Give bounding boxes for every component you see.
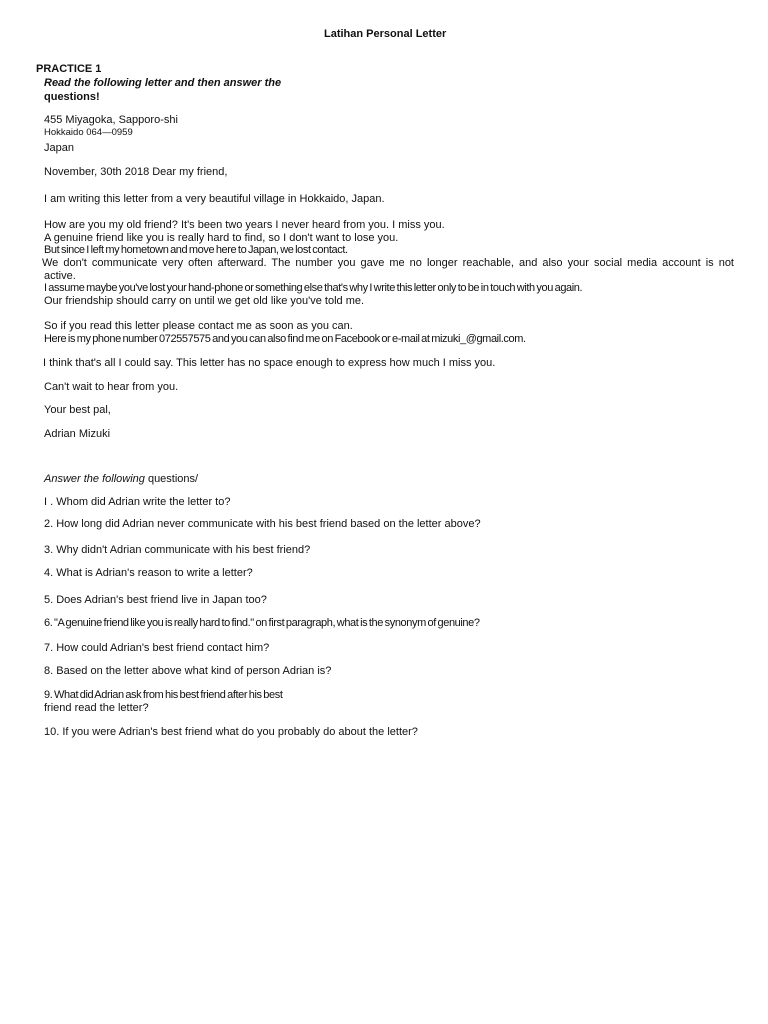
question-item: 5. Does Adrian's best friend live in Japan too? [44, 594, 267, 606]
question-item: I . Whom did Adrian write the letter to? [44, 496, 231, 508]
letter-paragraph-1: I am writing this letter from a very beautiful village in Hokkaido, Japan. [44, 193, 385, 205]
instruction-line-1: Read the following letter and then answer the [44, 77, 282, 89]
letter-paragraph-5: Can't wait to hear from you. [44, 381, 179, 393]
letter-paragraph-2-line-5: active. [44, 270, 76, 282]
questions-heading [44, 474, 198, 485]
letter-paragraph-4: I think that's all I could say. This letter has no space enough to express how much I miss you. [43, 357, 496, 369]
question-item: 3. Why didn't Adrian communicate with his best friend? [44, 544, 311, 556]
question-item: 2. How long did Adrian never communicate with his best friend based on the letter above? [44, 518, 481, 530]
letter-paragraph-2-line-4: We don't communicate very often afterward. The number you gave me no longer reachable, and also your social media account is not [42, 257, 734, 269]
letter-paragraph-3-line-2: Here is my phone number 072557575 and you can also find me on Facebook or e-mail at mizuki_@gmail.com. [44, 333, 526, 345]
question-item: 9. What did Adrian ask from his best friend after his best [44, 689, 283, 701]
letter-closing: Your best pal, [44, 404, 111, 416]
letter-paragraph-2-line-6: I assume maybe you've lost your hand-phone or something else that's why I write this letter only to be in touch with you again. [44, 282, 583, 294]
question-item: 6. "A genuine friend like you is really hard to find." on first paragraph, what is the synonym of genuine? [44, 617, 480, 629]
question-item-continued: friend read the letter? [44, 702, 149, 714]
letter-paragraph-2-line-2: A genuine friend like you is really hard to find, so I don't want to lose you. [44, 232, 399, 244]
question-item: 8. Based on the letter above what kind of person Adrian is? [44, 665, 332, 677]
question-item: 10. If you were Adrian's best friend what do you probably do about the letter? [44, 726, 418, 738]
address-postal: Hokkaido 064—0959 [44, 127, 133, 138]
letter-signature: Adrian Mizuki [44, 428, 111, 440]
page-title: Latihan Personal Letter [324, 28, 447, 40]
date-greeting: November, 30th 2018 Dear my friend, [44, 166, 228, 178]
questions-heading-italic: Answer the following [44, 473, 145, 485]
address-street: 455 Miyagoka, Sapporo-shi [44, 114, 178, 126]
questions-heading-rest: questions/ [144, 473, 199, 485]
question-item: 7. How could Adrian's best friend contact him? [44, 642, 270, 654]
letter-paragraph-2-line-1: How are you my old friend? It's been two years I never heard from you. I miss you. [44, 219, 445, 231]
question-item: 4. What is Adrian's reason to write a letter? [44, 567, 253, 579]
letter-paragraph-3-line-1: So if you read this letter please contact me as soon as you can. [44, 320, 353, 332]
address-country: Japan [44, 142, 74, 154]
letter-paragraph-2-line-3: But since I left my hometown and move here to Japan, we lost contact. [44, 244, 348, 256]
instruction-line-2: questions! [44, 91, 100, 103]
letter-paragraph-2-line-7: Our friendship should carry on until we get old like you've told me. [44, 295, 365, 307]
practice-heading: PRACTICE 1 [36, 63, 102, 75]
